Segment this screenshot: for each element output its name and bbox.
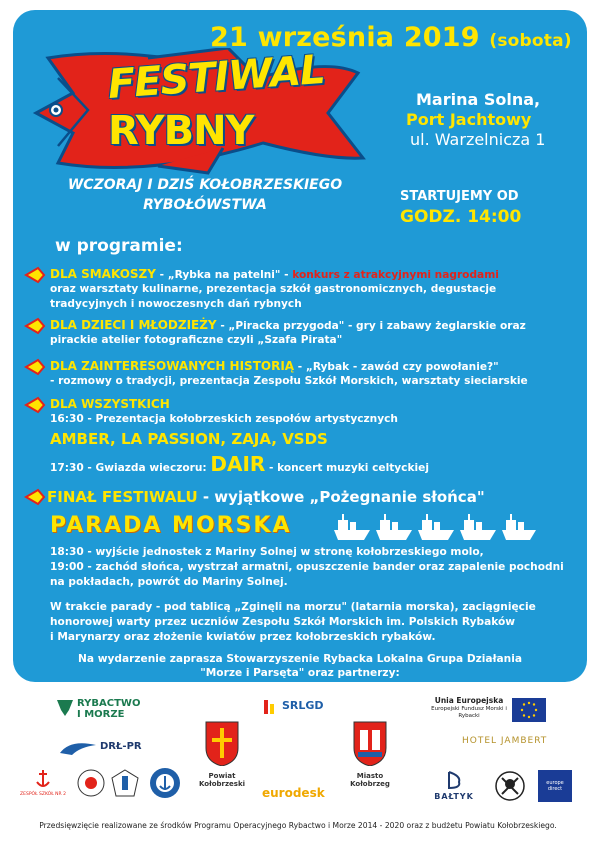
- boats-icon: [334, 512, 538, 544]
- smakosze-line2: oraz warsztaty kulinarne, prezentacja szkół gastronomicznych, degustacje: [50, 283, 497, 295]
- miasto-text: Miasto Kołobrzeg: [350, 772, 390, 788]
- eurodesk-text: eurodesk: [262, 786, 325, 800]
- wszyscy-line1: 16:30 - Prezentacja kołobrzeskich zespołów artystycznych: [50, 413, 398, 425]
- finale-line2: 19:00 - zachód słońca, wystrzał armatni, opuszczenie bander oraz zapalenie pochodni: [50, 561, 564, 573]
- historia-line2: - rozmowy o tradycji, prezentacja Zespołu Szkół Morskich, warsztaty sieciarskie: [50, 375, 528, 387]
- smakosze-line3: tradycyjnych i nowoczesnych dań rybnych: [50, 298, 302, 310]
- zsm-text: ZESPÓŁ SZKÓŁ NR 2: [20, 792, 66, 797]
- title-festiwal: FESTIWAL: [106, 46, 326, 108]
- logo-europe-direct: [538, 770, 572, 802]
- start-time: GODZ. 14:00: [400, 207, 522, 227]
- finale-para3: i Marynarzy oraz złożenie kwiatów przez kołobrzeskich rybaków.: [50, 631, 436, 643]
- pirate-logo-icon: [494, 770, 526, 802]
- fish-logo-icon: [55, 696, 75, 718]
- section-dzieci: [50, 318, 526, 334]
- finale-title: FINAŁ FESTIWALU: [47, 488, 198, 506]
- dzieci-line2: pirackie atelier fotograficzne czyli „Szafa Pirata": [50, 334, 343, 346]
- footer-note: Przedsięwzięcie realizowane ze środków Programu Operacyjnego Rybactwo i Morze 2014 - 2020 oraz z budżetu Powiatu Kołobrzeskiego.: [39, 821, 557, 830]
- invite-text: [30, 652, 570, 680]
- invite-line2: "Morze i Parsęta" oraz partnerzy:: [200, 667, 400, 679]
- subtitle: WCZORAJ I DZIŚ KOŁOBRZESKIEGO RYBOŁÓWSTWA: [67, 177, 343, 213]
- baltyk-b-icon: [445, 770, 463, 790]
- parade-title: PARADA MORSKA: [50, 513, 292, 538]
- section-lead: - „Rybak - zawód czy powołanie?": [294, 361, 499, 373]
- event-date: [210, 22, 572, 53]
- star-suffix: - koncert muzyki celtyckiej: [265, 462, 429, 474]
- finale-subtitle: - wyjątkowe „Pożegnanie słońca": [197, 488, 485, 506]
- section-title: DLA SMAKOSZY: [50, 267, 156, 281]
- baltyk-text: BAŁTYK: [434, 792, 474, 801]
- europe-direct-text: europe direct: [546, 780, 564, 792]
- day-of-week: (sobota): [489, 31, 572, 51]
- fish-bullet-icon: [24, 488, 46, 506]
- bands-list: AMBER, LA PASSION, ZAJA, VSDS: [50, 430, 328, 448]
- logo-hotel: [462, 736, 552, 756]
- srlgd-text: SRLGD: [282, 699, 324, 712]
- location-line2: Port Jachtowy: [406, 110, 532, 129]
- fish-bullet-icon: [24, 358, 46, 376]
- star-line: [50, 452, 429, 476]
- logo-powiat: [192, 720, 252, 810]
- rybactwo-text: RYBACTWO I MORZE: [77, 698, 141, 720]
- section-smakosze: [50, 267, 499, 283]
- section-lead: - „Piracka przygoda" - gry i zabawy żeglarskie oraz: [216, 320, 526, 332]
- fish-bullet-icon: [24, 396, 46, 414]
- section-title: DLA DZIECI I MŁODZIEŻY: [50, 318, 217, 332]
- logo-ue: [428, 694, 518, 724]
- section-wszyscy-title: DLA WSZYSTKICH: [50, 397, 170, 411]
- location-line3: ul. Warzelnicza 1: [410, 130, 546, 149]
- ue-text: Unia Europejska: [434, 696, 504, 705]
- section-title: DLA ZAINTERESOWANYCH HISTORIĄ: [50, 359, 295, 373]
- srlgd-mark-icon: [262, 698, 278, 716]
- seal-logo-icon: [76, 768, 106, 798]
- logo-eurodesk: [262, 786, 342, 806]
- start-label: STARTUJEMY OD: [400, 189, 519, 204]
- drl-wave-icon: [58, 735, 98, 759]
- contest-highlight: konkurs z atrakcyjnymi nagrodami: [292, 269, 499, 281]
- finale-para1: W trakcie parady - pod tablicą „Zginęli na morzu" (latarnia morska), zaciągnięcie: [50, 601, 536, 613]
- program-heading: w programie:: [55, 236, 183, 256]
- emblem-logo-icon: [110, 768, 140, 798]
- finale-line3: na pokładach, powrót do Mariny Solnej.: [50, 576, 288, 588]
- logo-drl: [58, 733, 148, 763]
- location-line1: Marina Solna,: [416, 90, 541, 109]
- finale-para2: honorowej warty przez uczniów Zespołu Szkół Morskich im. Polskich Rybaków: [50, 616, 516, 628]
- star-name: DAIR: [210, 452, 266, 476]
- logo-rybactwo: [55, 694, 145, 724]
- eu-flag-icon: [512, 698, 546, 722]
- ue-sub-text: Europejski Fundusz Morski i Rybacki: [431, 706, 507, 719]
- zsm-anchor-icon: [33, 768, 53, 790]
- hotel-text: HOTEL JAMBERT: [462, 736, 548, 746]
- fish-bullet-icon: [24, 317, 46, 335]
- fish-bullet-icon: [24, 266, 46, 284]
- club-logo-icon: [148, 766, 182, 800]
- finale-heading: [47, 488, 485, 506]
- logo-srlgd: [262, 696, 332, 720]
- section-historia: [50, 359, 499, 375]
- star-prefix: 17:30 - Gwiazda wieczoru:: [50, 462, 211, 474]
- powiat-text: Powiat Kołobrzeski: [198, 772, 246, 788]
- date-text: 21 września 2019: [210, 22, 480, 53]
- logo-zsm: [20, 768, 66, 808]
- logo-miasto: [340, 720, 400, 810]
- logo-baltyk: [428, 770, 480, 806]
- title-rybny: RYBNY: [108, 108, 254, 154]
- drl-text: DRŁ-PR: [100, 741, 142, 752]
- finale-line1: 18:30 - wyjście jednostek z Mariny Solnej w stronę kołobrzeskiego molo,: [50, 546, 484, 558]
- powiat-crest-icon: [204, 720, 240, 766]
- invite-line1: Na wydarzenie zaprasza Stowarzyszenie Rybacka Lokalna Grupa Działania: [78, 653, 522, 665]
- miasto-crest-icon: [352, 720, 388, 766]
- section-lead: - „Rybka na patelni" -: [155, 269, 293, 281]
